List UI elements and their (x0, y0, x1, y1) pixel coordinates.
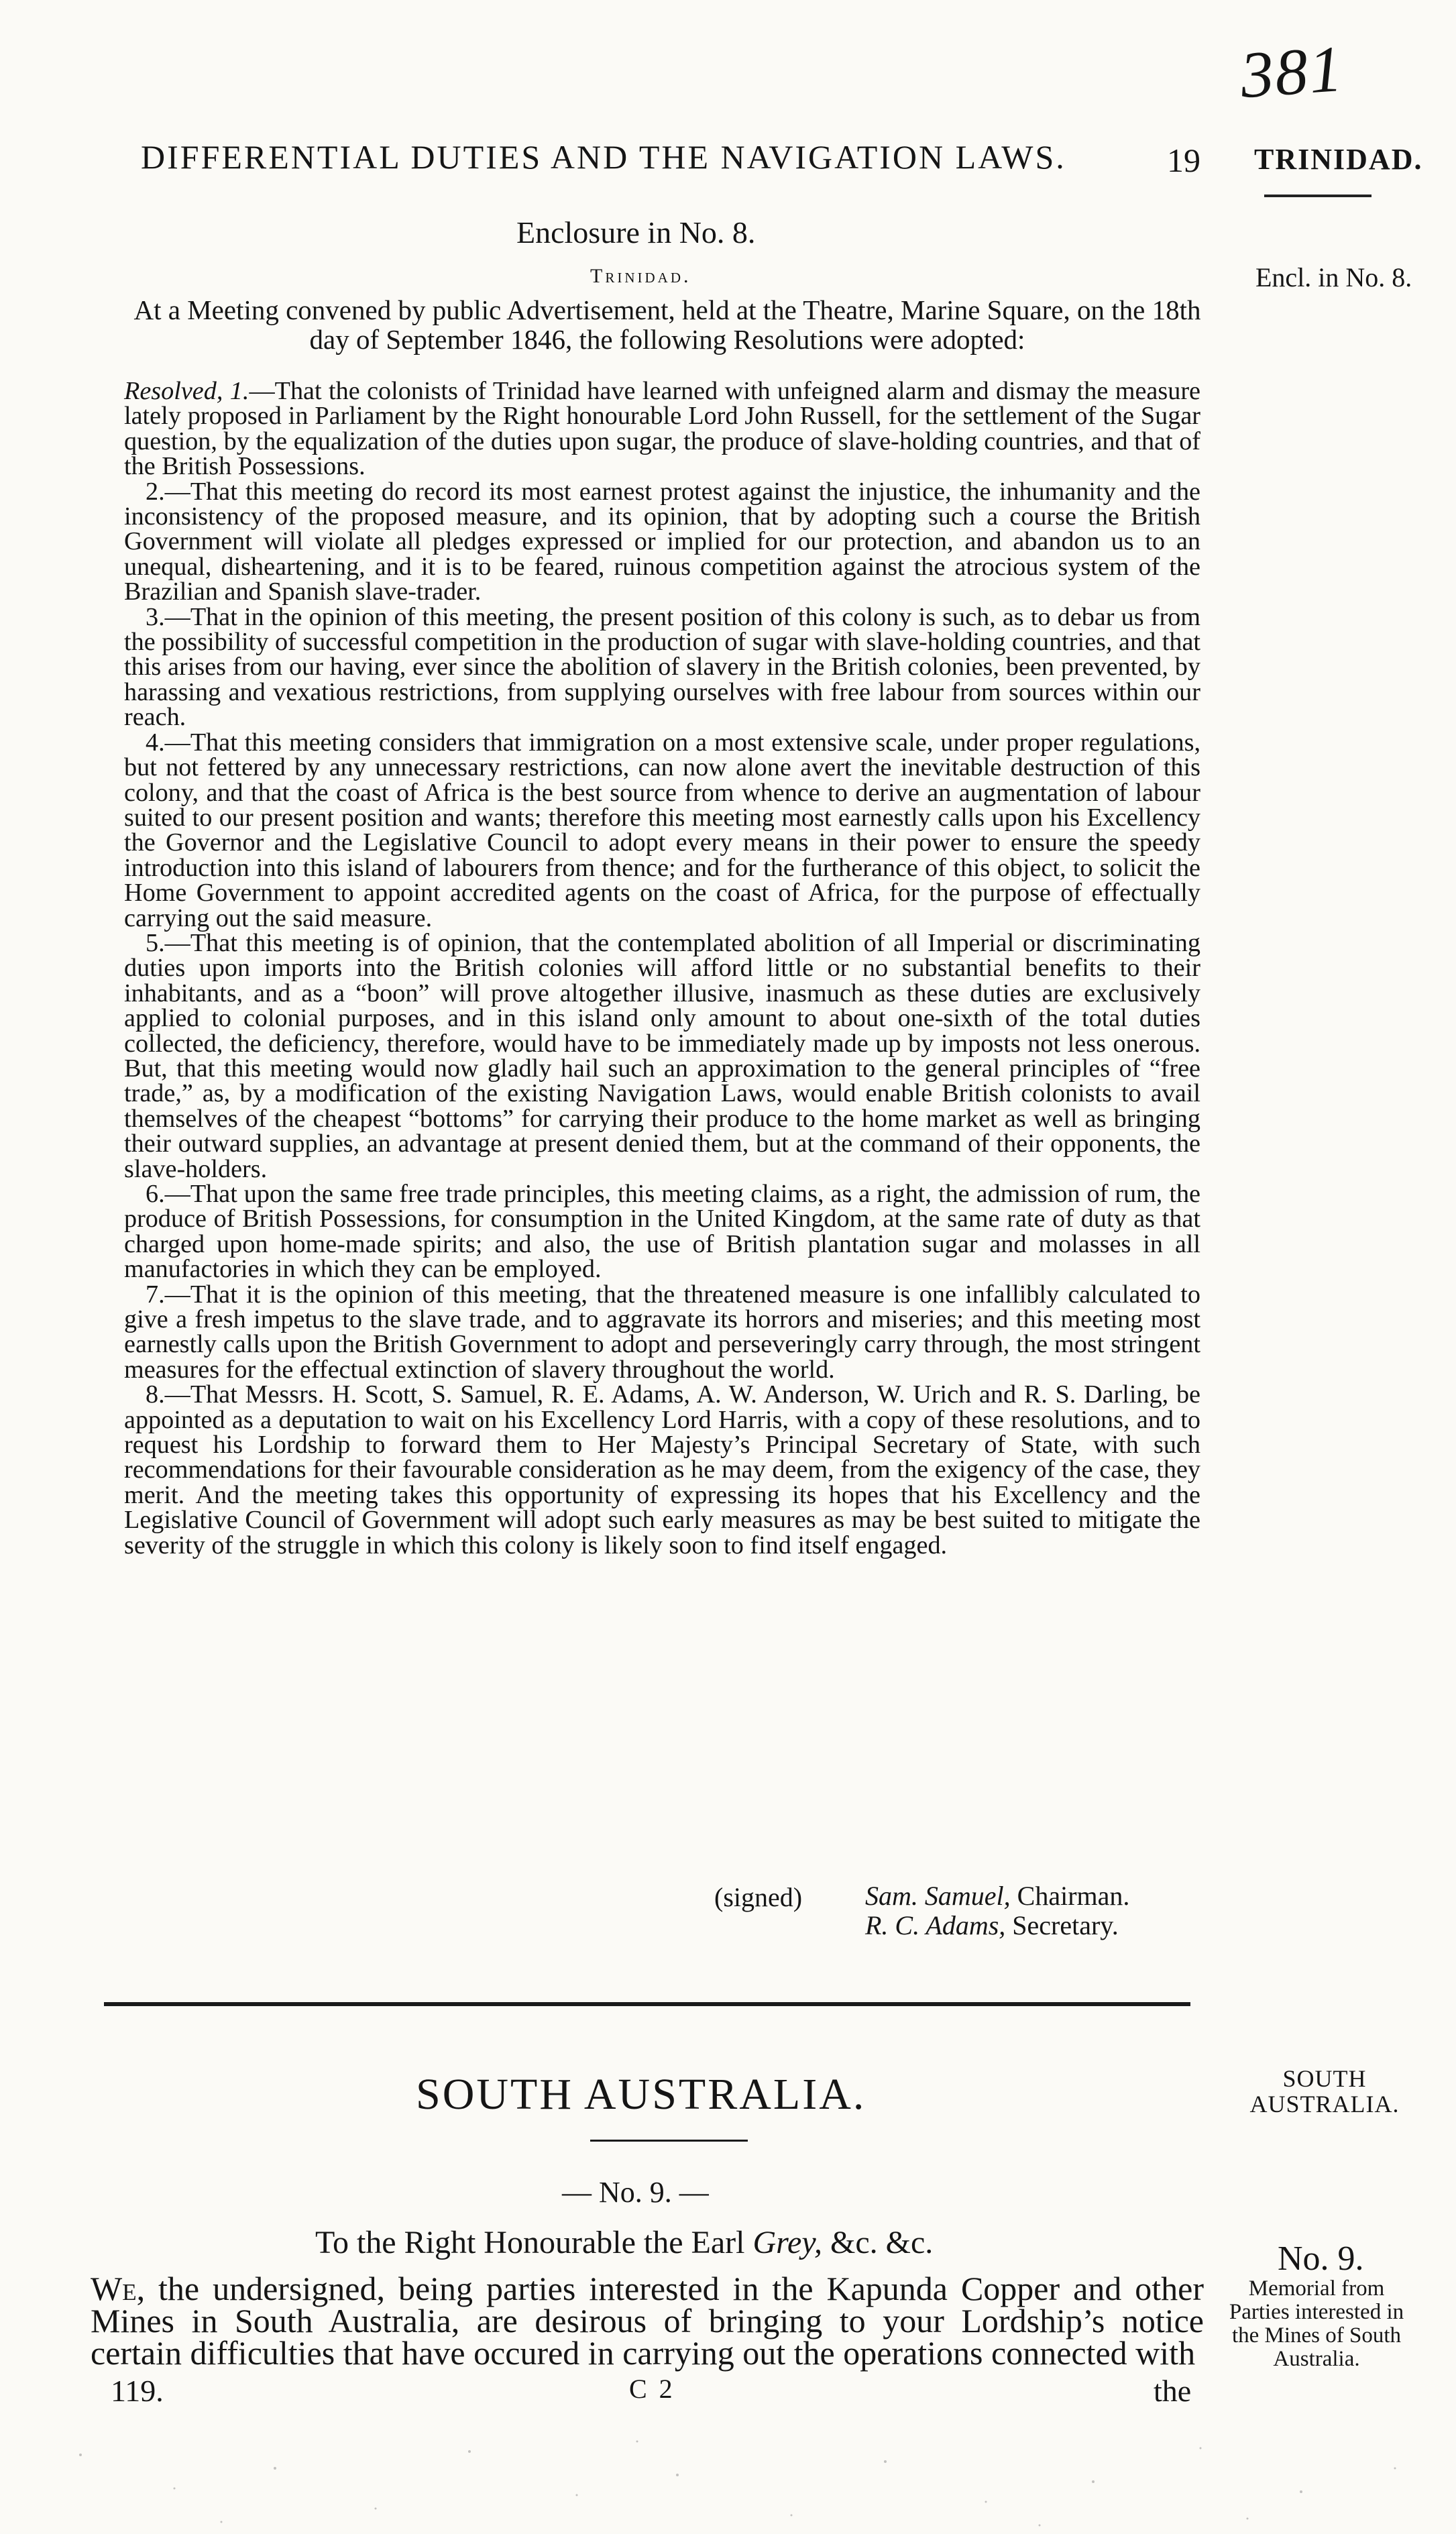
resolution-2 (124, 477, 1200, 606)
resolution-text: —That in the opinion of this meeting, the present position of this colony is such, as to debar us from the possibility of successful competition in the production of sugar with slave-holding countries, and that this arises from our having, ever since the abolition of slavery in the British colonies, been prevented, by harassing and vexatious restrictions, from supplying ourselves with free labour from sources within our reach. (124, 602, 1200, 732)
side-note-trinidad: TRINIDAD. (1254, 143, 1423, 176)
secretary-name: R. C. Adams, (865, 1910, 1006, 1940)
folio-number: 381 (1238, 32, 1346, 113)
side-note-enclosure: Encl. in No. 8. (1255, 262, 1412, 292)
resolution-5 (124, 928, 1200, 1183)
catchword: the (1154, 2374, 1192, 2408)
side-note-memorial: Memorial from Parties interested in the Mines of South Australia. (1229, 2276, 1404, 2371)
signatories (865, 1881, 1129, 1940)
resolution-text: —That this meeting do record its most earnest protest against the injustice, the inhumanity and the inconsistency of the proposed measure, and its opinion, that by adopting such a course the British Government will violate all pledges expressed or implied for our protection, and abandon us to an unequal, disheartening, and it is to be feared, ruinous competition against the atrocious system of the Brazilian and Spanish slave-trader. (124, 477, 1200, 606)
resolution-7 (124, 1282, 1200, 1383)
section-title: SOUTH AUSTRALIA. (416, 2070, 866, 2119)
secretary-role: Secretary. (1012, 1910, 1119, 1940)
secretary-line (865, 1911, 1129, 1940)
resolutions-body (124, 379, 1200, 1558)
meeting-statement: At a Meeting convened by public Advertisement, held at the Theatre, Marine Square, on the 18th day of September 1846, the following Resolutions were adopted: (133, 294, 1201, 355)
signature-number: 119. (111, 2374, 164, 2408)
address-name: Grey, (752, 2225, 823, 2260)
memorial-lead: We, (91, 2270, 146, 2307)
resolution-1 (124, 379, 1200, 480)
resolution-lead: 6. (146, 1180, 165, 1208)
chairman-role: Chairman. (1017, 1881, 1130, 1911)
resolution-text: —That it is the opinion of this meeting, that the threatened measure is one infallibly calculated to give a fresh impetus to the slave trade, and to aggravate its horrors and miseries; and this meeting most earnestly calls upon the British Government to adopt and perseveringly carry through, the most stringent measures for the effectual extinction of slavery throughout the world. (124, 1280, 1200, 1384)
resolution-text: —That this meeting is of opinion, that the contemplated abolition of all Imperial or discriminating duties upon imports into the British colonies will afford little or no substantial benefits to their inhabitants, and as a “boon” will prove altogether illusive, inasmuch as these duties are exclusively applied to colonial purposes, and in this island only amount to about one-sixth of the total duties collected, the deficiency, therefore, would have to be immediately made up by imposts not less onerous. But, that this meeting would now gladly hail such an approximation to the general principles of “free trade,” as, by a modification of the existing Navigation Laws, would enable British colonists to avail themselves of the cheapest “bottoms” for carrying their produce to the home market as well as bringing their outward supplies, an advantage at present denied them, but at the command of their opponents, the slave-holders. (124, 928, 1200, 1183)
chairman-name: Sam. Samuel, (865, 1881, 1011, 1911)
resolution-text: —That this meeting considers that immigration on a most extensive scale, under proper regulations, but not fettered by any unnecessary restrictions, can now alone avert the inevitable destruction of this colony, and that the coast of Africa is the best source from whence to derive an augmentation of labour suited to our present position and wants; therefore this meeting most earnestly calls upon his Excellency the Governor and the Legislative Council to adopt every means in their power to ensure the speedy introduction into this island of labourers from thence; and for the furtherance of this object, to solicit the Home Government to appoint accredited agents on the coast of Africa, for the purpose of effectually carrying out the said measure. (124, 728, 1200, 932)
page-number: 19 (1167, 142, 1200, 179)
signature-mark: C 2 (629, 2374, 675, 2404)
document-number: — No. 9. — (562, 2176, 709, 2209)
resolution-lead: 8. (146, 1380, 165, 1409)
resolution-lead: 2. (146, 477, 165, 506)
address-prefix: To the Right Honourable the Earl (315, 2225, 745, 2260)
chairman-line (865, 1881, 1129, 1911)
section-title-rule (590, 2140, 748, 2142)
resolution-8 (124, 1382, 1200, 1558)
memorial-paragraph (91, 2270, 1204, 2372)
resolution-text: —That the colonists of Trinidad have learned with unfeigned alarm and dismay the measure lately proposed in Parliament by the Right honourable Lord John Russell, for the settlement of the Sugar question, by the equalization of the duties upon sugar, the produce of slave-holding countries, and that of the British Possessions. (124, 377, 1200, 481)
section-divider (104, 2002, 1190, 2006)
address-suffix: &c. &c. (830, 2225, 934, 2260)
enclosure-title: Enclosure in No. 8. (516, 215, 756, 250)
resolution-3 (124, 602, 1200, 732)
resolution-lead: 5. (146, 928, 165, 957)
resolution-lead: 4. (146, 728, 165, 757)
resolution-text: —That upon the same free trade principles, this meeting claims, as a right, the admission of rum, the produce of British Possessions, for consumption in the United Kingdom, at the same rate of duty as that charged upon home-made spirits; and also, the use of British plantation sugar and molasses in all manufactories in which they can be employed. (124, 1180, 1200, 1284)
resolution-lead: 7. (146, 1280, 165, 1309)
resolution-text: —That Messrs. H. Scott, S. Samuel, R. E. Adams, A. W. Anderson, W. Urich and R. S. Darling, be appointed as a deputation to wait on his Excellency Lord Harris, with a copy of these resolutions, and to request his Lordship to forward them to Her Majesty’s Principal Secretary of State, with such recommendations for their favourable consideration as he may deem, from the exigency of the case, they merit. And the meeting takes this opportunity of expressing its hopes that his Excellency and the Legislative Council of Government will adopt such early measures as may be best suited to mitigate the severity of the struggle in which this colony is likely soon to find itself engaged. (124, 1380, 1200, 1559)
side-note-rule (1264, 195, 1371, 197)
address-line (315, 2224, 933, 2261)
paper-speckle (0, 2428, 1456, 2534)
resolution-6 (124, 1182, 1200, 1282)
place-heading: Trinidad. (590, 265, 691, 287)
running-head: DIFFERENTIAL DUTIES AND THE NAVIGATION LAWS. (141, 138, 1066, 176)
resolution-4 (124, 730, 1200, 931)
side-note-number: No. 9. (1278, 2240, 1364, 2278)
resolution-lead: 3. (146, 602, 165, 631)
side-note-south-australia: SOUTH AUSTRALIA. (1249, 2065, 1400, 2117)
memorial-text: the undersigned, being parties interested in the Kapunda Copper and other Mines in South Australia, are desirous of bringing to your Lordship’s notice certain difficulties that have occured in carrying out the operations connected with (91, 2270, 1204, 2372)
signed-label: (signed) (714, 1882, 803, 1912)
resolution-lead: Resolved, 1. (124, 377, 249, 405)
